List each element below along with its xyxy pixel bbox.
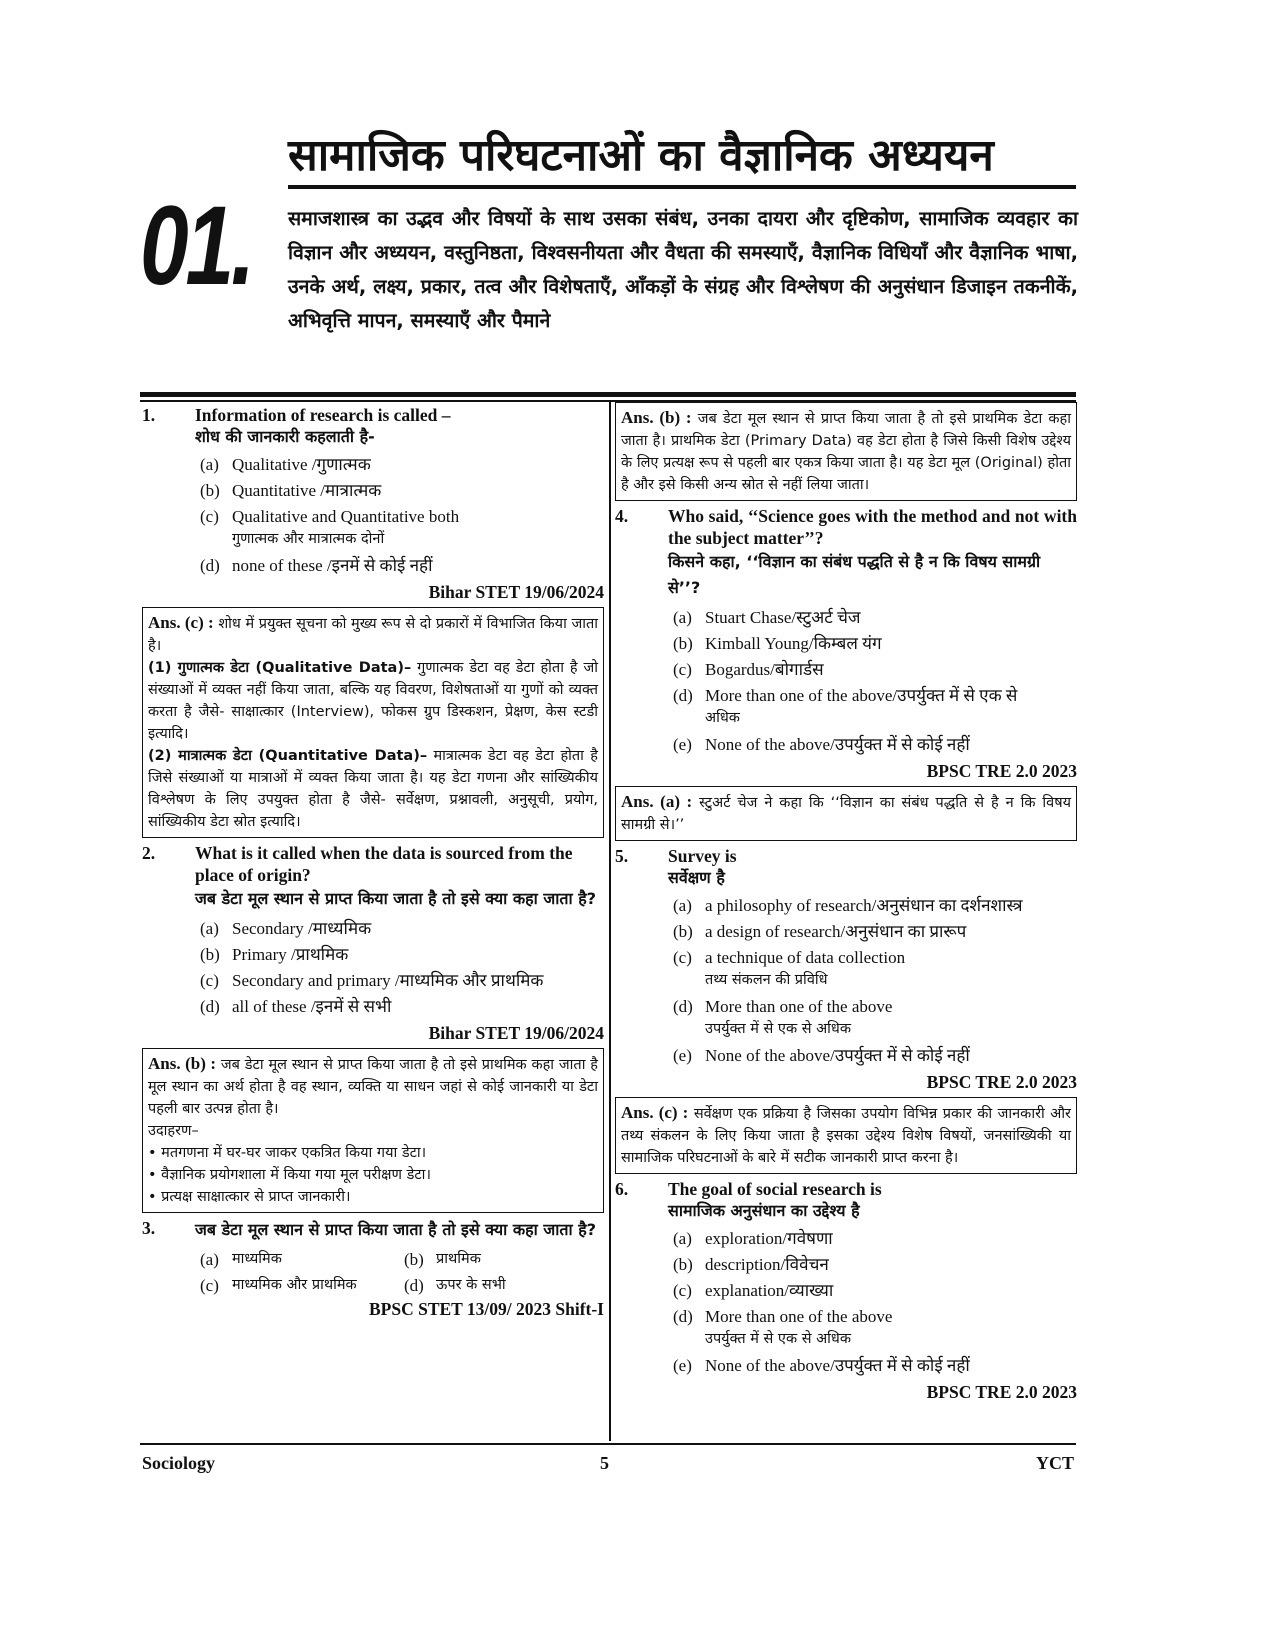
column-divider bbox=[609, 401, 611, 1441]
answer-label: Ans. (b) : bbox=[148, 1054, 217, 1073]
exam-source: BPSC TRE 2.0 2023 bbox=[926, 1072, 1077, 1092]
exam-source: Bihar STET 19/06/2024 bbox=[428, 1023, 604, 1043]
answer-box bbox=[142, 1048, 604, 1213]
option-a: (a) Secondary /माध्यमिक bbox=[200, 919, 372, 938]
answer-box bbox=[615, 402, 1077, 501]
exam-source: BPSC TRE 2.0 2023 bbox=[926, 761, 1077, 781]
question-6 bbox=[615, 1178, 1077, 1222]
option-d: (d) all of these /इनमें से सभी bbox=[200, 997, 392, 1016]
option-d: (d) More than one of the above/उपर्युक्त में से एक से अधिक bbox=[673, 686, 1018, 726]
options-list bbox=[200, 1249, 604, 1296]
option-c: (c) Qualitative and Quantitative both गुणात्मक और मात्रात्मक दोनों bbox=[200, 507, 460, 547]
option-a: (a) माध्यमिक bbox=[200, 1250, 282, 1269]
option-c: (c) a technique of data collection तथ्य संकलन की प्रविधि bbox=[673, 948, 906, 988]
option-e: (e) None of the above/उपर्युक्त में से कोई नहीं bbox=[673, 735, 970, 754]
question-text-hi: जब डेटा मूल स्थान से प्राप्त किया जाता है तो इसे क्या कहा जाता है? bbox=[195, 889, 596, 908]
answer-text: जब डेटा मूल स्थान से प्राप्त किया जाता है तो इसे प्राथमिक डेटा कहा जाता है। प्राथमिक डेटा (Primary Data) वह डेटा होता है जिसे किसी विशेष उद्देश्य के लिए प्रत्यक्ष रूप से पहली बार एकत्र किया जाता है। यह डेटा मूल (Original) होता है और इसे किसी अन्य स्रोत से नहीं लिया जाता। bbox=[621, 411, 1072, 493]
answer-text: स्टुअर्ट चेज ने कहा कि ‘‘विज्ञान का संबंध पद्धति से है न कि विषय सामग्री से।’’ bbox=[621, 795, 1071, 833]
examples-label: उदाहरण– bbox=[148, 1123, 199, 1139]
option-d: (d) More than one of the above उपर्युक्त में से एक से अधिक bbox=[673, 1307, 893, 1347]
answer-label: Ans. (c) : bbox=[621, 1103, 689, 1122]
question-text-en: Who said, ‘‘Science goes with the method and not with the subject matter’’? bbox=[668, 506, 1077, 548]
option-c: (c) माध्यमिक और प्राथमिक bbox=[200, 1276, 357, 1295]
question-text-en: What is it called when the data is sourced from the place of origin? bbox=[195, 843, 573, 885]
answer-text: शोध में प्रयुक्त सूचना को मुख्य रूप से दो प्रकारों में विभाजित किया जाता है। bbox=[148, 616, 599, 654]
list-item: • प्रत्यक्ष साक्षात्कार से प्राप्त जानकारी। bbox=[148, 1189, 351, 1205]
question-number: 4. bbox=[615, 506, 629, 526]
option-e: (e) None of the above/उपर्युक्त में से कोई नहीं bbox=[673, 1356, 970, 1375]
chapter-syllabus: समाजशास्त्र का उद्भव और विषयों के साथ उसका संबंध, उनका दायरा और दृष्टिकोण, सामाजिक व्यवहार का विज्ञान और अध्ययन, वस्तुनिष्ठता, विश्वसनीयता और वैधता की समस्याएँ, वैज्ञानिक विधियाँ और वैज्ञानिक भाषा, उनके अर्थ, लक्ष्य, प्रकार, तत्व और विशेषताएँ, आँकड़ों के संग्रह और विश्लेषण की अनुसंधान डिजाइन तकनीकें, अभिवृत्ति मापन, समस्याएँ और पैमाने bbox=[288, 207, 1078, 332]
question-1 bbox=[142, 404, 604, 448]
answer-label: Ans. (c) : bbox=[148, 613, 214, 632]
answer-text: गुणात्मक डेटा वह डेटा होता है जो संख्याओं में व्यक्त नहीं किया जाता, बल्कि यह विवरण, विशेषताओं या गुणों को व्यक्त करता है जैसे- साक्षात्कार (Interview), फोकस ग्रुप डिस्कशन, प्रेक्षण, केस स्टडी इत्यादि। bbox=[148, 660, 599, 742]
question-number: 1. bbox=[142, 405, 156, 425]
list-item: • मतगणना में घर-घर जाकर एकत्रित किया गया डेटा। bbox=[148, 1145, 427, 1161]
question-text-en: The goal of social research is bbox=[668, 1179, 882, 1199]
list-item: • वैज्ञानिक प्रयोगशाला में किया गया मूल परीक्षण डेटा। bbox=[148, 1167, 431, 1183]
chapter-title: सामाजिक परिघटनाओं का वैज्ञानिक अध्ययन bbox=[288, 130, 994, 181]
question-text-hi: किसने कहा, ‘‘विज्ञान का संबंध पद्धति से है न कि विषय सामग्री से’’? bbox=[668, 552, 1041, 597]
right-column bbox=[615, 402, 1077, 1403]
option-a: (a) Stuart Chase/स्टुअर्ट चेज bbox=[673, 608, 861, 627]
option-a: (a) a philosophy of research/अनुसंधान का दर्शनशास्त्र bbox=[673, 896, 1023, 915]
option-d: (d) More than one of the above उपर्युक्त में से एक से अधिक bbox=[673, 997, 893, 1037]
answer-box bbox=[615, 786, 1077, 841]
title-underline bbox=[288, 185, 1076, 189]
question-4 bbox=[615, 505, 1077, 601]
question-number: 5. bbox=[615, 846, 629, 866]
footer-publisher: YCT bbox=[1036, 1453, 1075, 1473]
options-list bbox=[200, 454, 604, 576]
question-text-hi: सर्वेक्षण है bbox=[668, 868, 725, 887]
exam-source: Bihar STET 19/06/2024 bbox=[428, 582, 604, 602]
options-list bbox=[673, 895, 1077, 1066]
header-divider bbox=[140, 392, 1076, 397]
option-b: (b) description/विवेचन bbox=[673, 1255, 829, 1274]
chapter-number: 01. bbox=[140, 183, 253, 308]
options-list bbox=[200, 918, 604, 1017]
option-d: (d) none of these /इनमें से कोई नहीं bbox=[200, 556, 433, 575]
option-b: (b) a design of research/अनुसंधान का प्रारूप bbox=[673, 922, 967, 941]
question-number: 3. bbox=[142, 1218, 156, 1238]
question-3 bbox=[142, 1217, 604, 1243]
option-b: (b) Primary /प्राथमिक bbox=[200, 945, 349, 964]
exam-source: BPSC TRE 2.0 2023 bbox=[926, 1382, 1077, 1402]
answer-box bbox=[615, 1097, 1077, 1174]
options-list bbox=[673, 607, 1077, 755]
options-list bbox=[673, 1228, 1077, 1376]
option-b: (b) Quantitative /मात्रात्मक bbox=[200, 481, 382, 500]
question-text-hi: सामाजिक अनुसंधान का उद्देश्य है bbox=[668, 1201, 860, 1220]
option-c: (c) Secondary and primary /माध्यमिक और प्राथमिक bbox=[200, 971, 544, 990]
answer-subheading: (1) गुणात्मक डेटा (Qualitative Data)– bbox=[148, 660, 412, 676]
question-number: 6. bbox=[615, 1179, 629, 1199]
question-2 bbox=[142, 842, 604, 912]
option-b: (b) प्राथमिक bbox=[404, 1250, 481, 1269]
answer-subheading: (2) मात्रात्मक डेटा (Quantitative Data)– bbox=[148, 748, 428, 764]
option-a: (a) exploration/गवेषणा bbox=[673, 1229, 833, 1248]
question-5 bbox=[615, 845, 1077, 889]
option-d: (d) ऊपर के सभी bbox=[404, 1276, 506, 1295]
answer-box bbox=[142, 607, 604, 838]
question-text-en: Survey is bbox=[668, 846, 737, 866]
answer-text: सर्वेक्षण एक प्रक्रिया है जिसका उपयोग विभिन्न प्रकार की जानकारी और तथ्य संकलन के लिए किया जाता है इसका उद्देश्य विशेष विषयों, जनसांख्यिकी या सामाजिक परिघटनाओं के बारे में सटीक जानकारी प्राप्त करना है। bbox=[621, 1106, 1071, 1166]
question-text-hi: शोध की जानकारी कहलाती है- bbox=[195, 427, 375, 446]
option-a: (a) Qualitative /गुणात्मक bbox=[200, 455, 371, 474]
question-text-hi: जब डेटा मूल स्थान से प्राप्त किया जाता है तो इसे क्या कहा जाता है? bbox=[195, 1220, 596, 1239]
option-e: (e) None of the above/उपर्युक्त में से कोई नहीं bbox=[673, 1046, 970, 1065]
question-text-en: Information of research is called – bbox=[195, 405, 451, 425]
footer-divider bbox=[140, 1443, 1076, 1445]
option-c: (c) explanation/व्याख्या bbox=[673, 1281, 834, 1300]
page-number: 5 bbox=[600, 1453, 609, 1473]
left-column bbox=[142, 402, 604, 1320]
answer-label: Ans. (a) : bbox=[621, 792, 693, 811]
exam-source: BPSC STET 13/09/ 2023 Shift-I bbox=[368, 1299, 604, 1319]
option-c: (c) Bogardus/बोगार्डस bbox=[673, 660, 824, 679]
option-b: (b) Kimball Young/किम्बल यंग bbox=[673, 634, 882, 653]
answer-label: Ans. (b) : bbox=[621, 408, 692, 427]
footer-subject: Sociology bbox=[142, 1453, 216, 1473]
answer-text: जब डेटा मूल स्थान से प्राप्त किया जाता है तो इसे प्राथमिक कहा जाता है मूल स्थान का अर्थ होता है वह स्थान, व्यक्ति या साधन जहां से कोई जानकारी या डेटा पहली बार उत्पन्न होता है। bbox=[148, 1057, 599, 1117]
answer-text: मात्रात्मक डेटा वह डेटा होता है जिसे संख्याओं या मात्राओं में व्यक्त किया जाता है। यह डेटा गणना और सांख्यिकीय विश्लेषण के लिए उपयुक्त होता है जैसे- सर्वेक्षण, प्रश्नावली, अनुसूची, प्रयोग, सांख्यिकीय डेटा स्रोत इत्यादि। bbox=[148, 748, 598, 830]
question-number: 2. bbox=[142, 843, 156, 863]
